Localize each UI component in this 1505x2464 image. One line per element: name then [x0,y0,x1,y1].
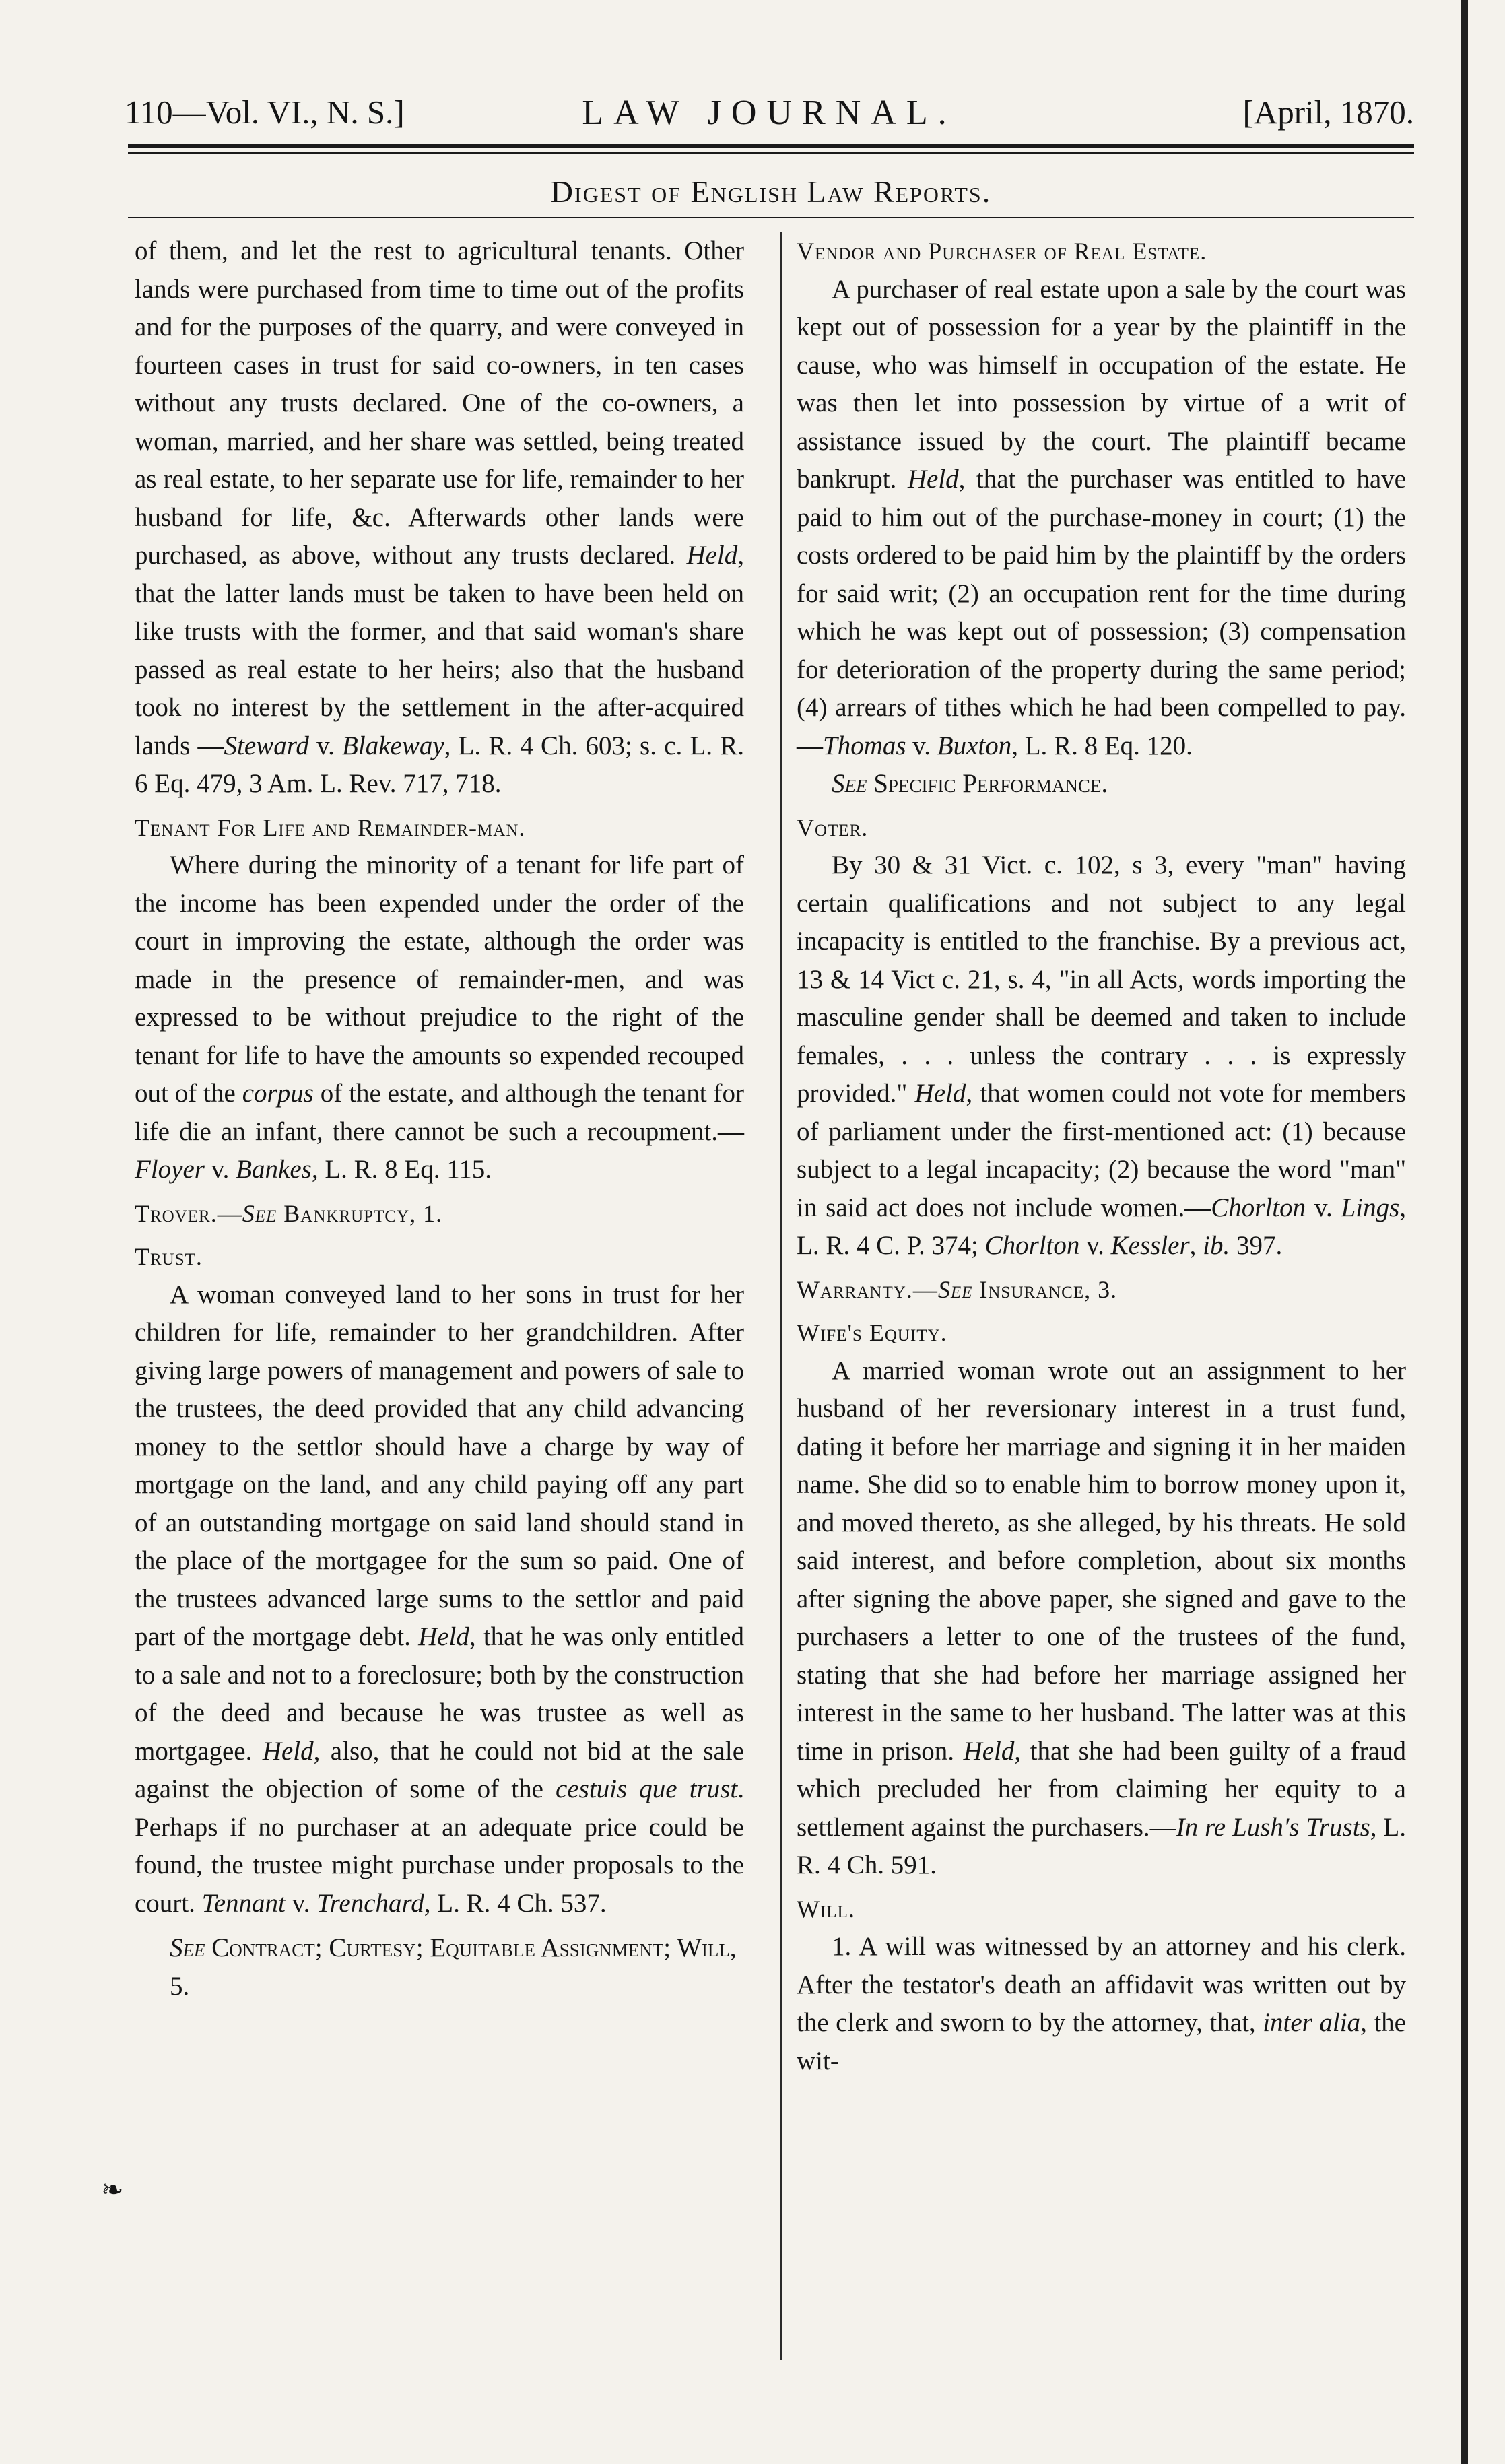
heading-voter: Voter. [797,813,869,841]
running-header [125,93,1414,140]
continued-paragraph: of them, and let the rest to agricultural tenants. Other lands were purchased from time to time out of the profits and for the purposes of the quarry, and were conveyed in fourteen cases in trust for said co-owners, in ten cases without any trusts declared. One of the co-owners, a woman, married, and her share was settled, being treated as real estate, to her separate use for life, remainder to her husband for life, &c. Afterwards other lands were purchased, as above, without any trusts declared. Held, that the latter lands must be taken to have been held on like trusts with the former, and that said woman's share passed as real estate to her heirs; also that the husband took no interest by the settlement in the after-acquired lands —Steward v. Blakeway, L. R. 4 Ch. 603; s. c. L. R. 6 Eq. 479, 3 Am. L. Rev. 717, 718. [135,236,744,798]
issue-date: [April, 1870. [1242,94,1414,131]
paragraph-tenant-for-life: Where during the minority of a tenant for life part of the income has been expended under the order of the court in improving the estate, although the order was made in the presence of remainder-men, and was expressed to be without prejudice to the right of the tenant for life to have the amounts so expended recouped out of the corpus of the estate, and although the tenant for life die an infant, there cannot be such a recoupment.—Floyer v. Bankes, L. R. 8 Eq. 115. [135,851,744,1184]
header-rule-thick [128,144,1414,148]
section-subtitle: Digest of English Law Reports. [550,174,992,209]
cross-reference-trust: See Contract; Curtesy; Equitable Assignment; Will, 5. [170,1933,737,2001]
heading-trover: Trover.—See Bankruptcy, 1. [135,1199,443,1227]
heading-tenant-for-life: Tenant For Life and Remainder-man. [135,813,526,841]
paragraph-trust: A woman conveyed land to her sons in trust for her children for life, remainder to her grandchildren. After giving large powers of management and powers of sale to the trustees, the deed provided that any child advancing money to the settlor should have a charge by way of mortgage on the land, and any child paying off any part of an outstanding mortgage on said land should stand in the place of the mortgagee for the sum so paid. One of the trustees advanced large sums to the settlor and paid part of the mortgage debt. Held, that he was only entitled to a sale and not to a foreclosure; both by the construction of the deed and because he was trustee as well as mortgagee. Held, also, that he could not bid at the sale against the objection of some of the cestuis que trust. Perhaps if no purchaser at an adequate price could be found, the trustee might purchase under proposals to the court. Tennant v. Trenchard, L. R. 4 Ch. 537. [135,1279,745,1918]
paragraph-wifes-equity: A married woman wrote out an assignment to her husband of her reversionary interest in a trust fund, dating it before her marriage and signing it in her maiden name. She did so to enable him to borrow money upon it, and moved thereto, as she alleged, by his threats. He sold said interest, and before completion, about six months after signing the above paper, she signed and gave to the purchasers a letter to one of the trustees of the fund, stating that she had before her marriage assigned her interest in the same to her husband. The latter was at this time in prison. Held, that she had been guilty of a fraud which precluded her from claiming her equity to a settlement against the purchasers.—In re Lush's Trusts, L. R. 4 Ch. 591. [797,1356,1406,1879]
page-edge-shadow [1461,0,1468,2464]
journal-title: LAW JOURNAL. [582,94,957,132]
subtitle-rule [128,217,1414,218]
paragraph-will: 1. A will was witnessed by an attorney and his clerk. After the testator's death an affidavit was written out by the clerk and sworn to by the attorney, that, inter alia, the wit- [797,1932,1406,2075]
heading-trust: Trust. [135,1243,203,1270]
paragraph-voter: By 30 & 31 Vict. c. 102, s 3, every "man" having certain qualifications and not subject to any legal incapacity is entitled to the franchise. By a previous act, 13 & 14 Vict c. 21, s. 4, "in all Acts, words importing the masculine gender shall be deemed and taken to include females, . . . unless the contrary . . . is expressly provided." Held, that women could not vote for members of parliament under the first-mentioned act: (1) because subject to a legal incapacity; (2) because the word "man" in said act does not include women.—Chorlton v. Lings, L. R. 4 C. P. 374; Chorlton v. Kessler, ib. 397. [797,851,1406,1260]
volume-page-label: 110—Vol. VI., N. S.] [125,94,405,131]
heading-will: Will. [797,1895,855,1923]
paragraph-vendor-purchaser: A purchaser of real estate upon a sale by the court was kept out of possession for a year by the plaintiff in the cause, who was himself in occupation of the estate. He was then let into possession by virtue of a writ of assistance issued by the court. The plaintiff became bankrupt. Held, that the purchaser was entitled to have paid to him out of the purchase-money in court; (1) the costs ordered to be paid him by the plaintiff by the orders for said writ; (2) an occupation rent for the time during which he was kept out of possession; (3) compensation for deterioration of the property during the same period; (4) arrears of tithes which he had been compelled to pay.—Thomas v. Buxton, L. R. 8 Eq. 120. [797,274,1406,760]
heading-warranty: Warranty.—See Insurance, 3. [797,1275,1118,1303]
margin-mark: ❧ [101,2174,124,2205]
left-column [135,232,744,2005]
cross-reference-specific-performance: See Specific Performance. [832,769,1108,798]
heading-vendor-purchaser: Vendor and Purchaser of Real Estate. [797,238,1207,265]
heading-wifes-equity: Wife's Equity. [797,1319,947,1346]
right-column [797,232,1406,2080]
column-divider [780,232,782,2360]
header-rule-thin [128,152,1414,154]
